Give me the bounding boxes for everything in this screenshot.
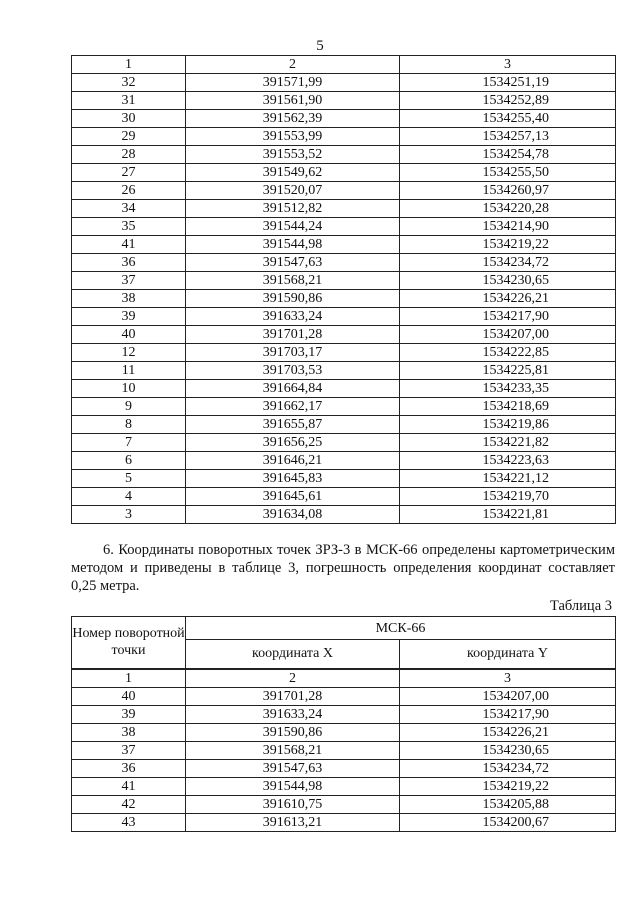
point-number-cell: 32 [72,74,186,92]
coordinate-x-cell: 391520,07 [186,182,400,200]
coordinate-y-cell: 1534254,78 [400,146,616,164]
coordinate-y-cell: 1534221,81 [400,506,616,524]
coordinate-x-cell: 391646,21 [186,452,400,470]
point-number-cell: 31 [72,92,186,110]
table-row [72,687,616,705]
table-row [72,218,616,236]
point-number-cell: 12 [72,344,186,362]
point-number-cell: 39 [72,308,186,326]
coordinate-y-cell: 1534222,85 [400,344,616,362]
column-number-2: 2 [186,56,400,74]
coordinate-y-cell: 1534226,21 [400,723,616,741]
table-row [72,164,616,182]
point-number-cell: 37 [72,741,186,759]
table-row [72,362,616,380]
coordinate-x-cell: 391655,87 [186,416,400,434]
coordinate-y-cell: 1534255,50 [400,164,616,182]
point-number-cell: 27 [72,164,186,182]
point-number-cell: 40 [72,687,186,705]
table-row [72,723,616,741]
coordinate-x-cell: 391512,82 [186,200,400,218]
coordinate-y-cell: 1534223,63 [400,452,616,470]
coordinate-system-header: МСК-66 [186,617,616,640]
coordinate-y-cell: 1534207,00 [400,687,616,705]
point-number-cell: 11 [72,362,186,380]
coordinate-y-header: координата Y [400,640,616,669]
coordinate-y-cell: 1534217,90 [400,308,616,326]
coordinate-x-cell: 391547,63 [186,759,400,777]
paragraph-text: 6. Координаты поворотных точек ЗРЗ-3 в МСК-66 определены картометрическим методом и приведены в таблице 3, погрешность определения координат составляет 0,25 метра. [71,542,615,594]
table-row [72,146,616,164]
table-row [72,182,616,200]
point-number-cell: 41 [72,236,186,254]
coordinate-y-cell: 1534219,22 [400,236,616,254]
coordinate-x-cell: 391590,86 [186,723,400,741]
point-number-cell: 29 [72,128,186,146]
table-row [72,488,616,506]
coordinate-x-cell: 391610,75 [186,795,400,813]
point-number-cell: 4 [72,488,186,506]
table-number-row [72,669,616,688]
coordinate-x-cell: 391664,84 [186,380,400,398]
coordinate-x-cell: 391656,25 [186,434,400,452]
point-number-cell: 43 [72,813,186,831]
column-number-3: 3 [400,669,616,688]
coordinate-x-cell: 391553,99 [186,128,400,146]
coordinate-x-cell: 391553,52 [186,146,400,164]
table-row [72,506,616,524]
column-number-1: 1 [72,56,186,74]
point-number-cell: 34 [72,200,186,218]
coordinate-y-cell: 1534255,40 [400,110,616,128]
table-row [72,110,616,128]
point-number-cell: 3 [72,506,186,524]
table-header-row [72,56,616,74]
table-row [72,452,616,470]
section-6-paragraph [71,541,615,595]
coordinate-x-cell: 391590,86 [186,290,400,308]
coordinate-x-cell: 391703,53 [186,362,400,380]
coordinate-x-cell: 391568,21 [186,741,400,759]
table-row [72,416,616,434]
coordinate-y-cell: 1534218,69 [400,398,616,416]
table-row [72,795,616,813]
point-number-cell: 39 [72,705,186,723]
coordinate-x-cell: 391633,24 [186,308,400,326]
coordinate-x-cell: 391562,39 [186,110,400,128]
point-number-cell: 28 [72,146,186,164]
coordinates-table-3 [71,616,616,832]
coordinate-x-cell: 391645,83 [186,470,400,488]
table-row [72,308,616,326]
coordinate-y-cell: 1534225,81 [400,362,616,380]
point-number-cell: 38 [72,290,186,308]
coordinate-x-cell: 391613,21 [186,813,400,831]
table-row [72,92,616,110]
table-row [72,705,616,723]
coordinate-y-cell: 1534226,21 [400,290,616,308]
coordinate-y-cell: 1534252,89 [400,92,616,110]
coordinate-x-cell: 391701,28 [186,687,400,705]
column-number-1: 1 [72,669,186,688]
table-row [72,200,616,218]
coordinate-y-cell: 1534200,67 [400,813,616,831]
coordinate-y-cell: 1534233,35 [400,380,616,398]
table-row [72,741,616,759]
table-row [72,236,616,254]
table-row [72,380,616,398]
point-number-cell: 35 [72,218,186,236]
column-number-3: 3 [400,56,616,74]
point-number-cell: 36 [72,759,186,777]
point-number-cell: 8 [72,416,186,434]
coordinate-x-cell: 391561,90 [186,92,400,110]
coordinate-x-cell: 391544,24 [186,218,400,236]
table-row [72,434,616,452]
coordinate-y-cell: 1534230,65 [400,272,616,290]
point-number-cell: 41 [72,777,186,795]
point-number-cell: 10 [72,380,186,398]
point-number-cell: 26 [72,182,186,200]
point-number-cell: 7 [72,434,186,452]
table-row [72,470,616,488]
coordinate-y-cell: 1534251,19 [400,74,616,92]
point-number-cell: 38 [72,723,186,741]
coordinate-y-cell: 1534257,13 [400,128,616,146]
coordinate-y-cell: 1534221,82 [400,434,616,452]
coordinate-y-cell: 1534234,72 [400,759,616,777]
coordinate-x-cell: 391662,17 [186,398,400,416]
table-row [72,128,616,146]
coordinate-y-cell: 1534260,97 [400,182,616,200]
coordinate-x-cell: 391703,17 [186,344,400,362]
point-number-cell: 5 [72,470,186,488]
coordinate-y-cell: 1534207,00 [400,326,616,344]
coordinates-table-2-continued [71,55,616,524]
coordinate-x-cell: 391645,61 [186,488,400,506]
coordinate-y-cell: 1534217,90 [400,705,616,723]
coordinate-x-cell: 391634,08 [186,506,400,524]
coordinate-x-cell: 391571,99 [186,74,400,92]
coordinate-x-cell: 391549,62 [186,164,400,182]
point-number-cell: 36 [72,254,186,272]
point-number-cell: 6 [72,452,186,470]
coordinate-y-cell: 1534219,22 [400,777,616,795]
coordinate-x-cell: 391568,21 [186,272,400,290]
table-row [72,74,616,92]
table-row [72,759,616,777]
coordinate-y-cell: 1534205,88 [400,795,616,813]
table-row [72,272,616,290]
point-number-cell: 37 [72,272,186,290]
point-number-cell: 42 [72,795,186,813]
point-number-header: Номер поворотной точки [72,617,186,669]
point-number-cell: 40 [72,326,186,344]
coordinate-x-cell: 391633,24 [186,705,400,723]
table-row [72,344,616,362]
coordinate-y-cell: 1534234,72 [400,254,616,272]
coordinate-y-cell: 1534219,86 [400,416,616,434]
table-row [72,254,616,272]
page-number: 5 [316,38,324,54]
table-row [72,326,616,344]
coordinate-y-cell: 1534220,28 [400,200,616,218]
coordinate-x-cell: 391544,98 [186,236,400,254]
point-number-cell: 9 [72,398,186,416]
table-row [72,777,616,795]
column-number-2: 2 [186,669,400,688]
coordinate-x-header: координата X [186,640,400,669]
table-row [72,398,616,416]
table-row [72,813,616,831]
table-row [72,290,616,308]
coordinate-y-cell: 1534219,70 [400,488,616,506]
point-number-cell: 30 [72,110,186,128]
coordinate-y-cell: 1534221,12 [400,470,616,488]
coordinate-x-cell: 391544,98 [186,777,400,795]
table-3-caption: Таблица 3 [549,598,612,614]
coordinate-y-cell: 1534230,65 [400,741,616,759]
coordinate-y-cell: 1534214,90 [400,218,616,236]
coordinate-x-cell: 391547,63 [186,254,400,272]
coordinate-x-cell: 391701,28 [186,326,400,344]
